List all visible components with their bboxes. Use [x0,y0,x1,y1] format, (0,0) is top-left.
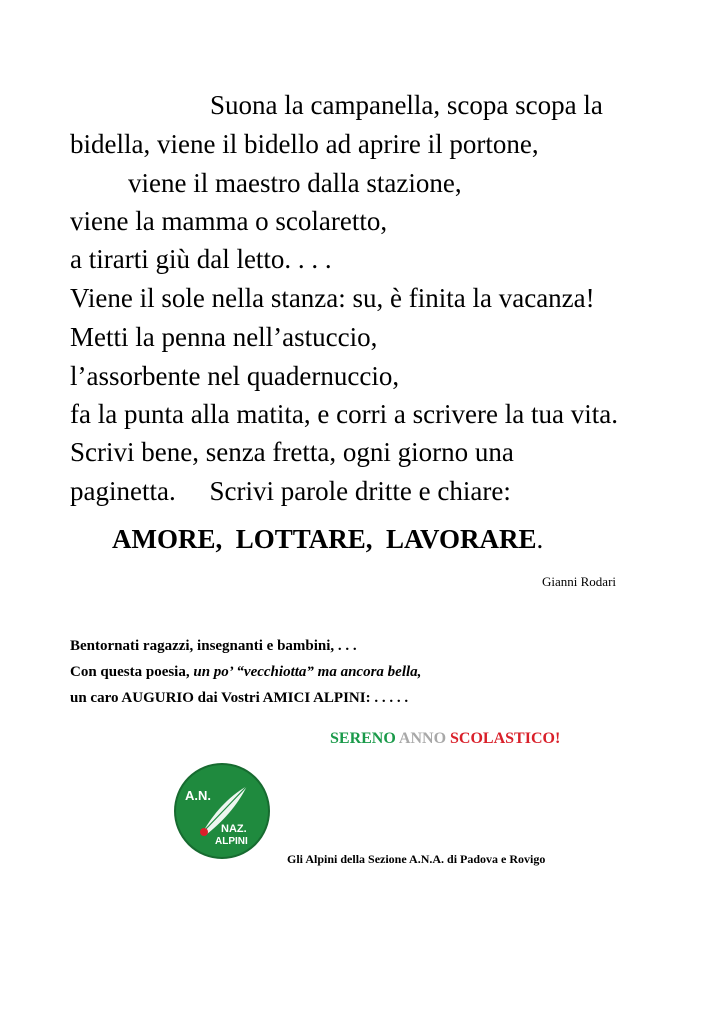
alpini-logo-icon [173,762,271,860]
closing-words-text: AMORE, LOTTARE, LAVORARE [112,524,537,554]
poem-line: fa la punta alla matita, e corri a scrivere la tua vita. [70,399,618,429]
poem-line: a tirarti giù dal letto. . . . [70,244,332,274]
message-line-2 [70,664,421,681]
poem-line: Viene il sole nella stanza: su, è finita la vacanza! [70,283,595,313]
wish-line [330,730,560,748]
closing-words [112,524,543,555]
poem-line: paginetta. Scrivi parole dritte e chiare: [70,476,511,506]
wish-word-anno: ANNO [398,730,447,747]
poem-line: Scrivi bene, senza fretta, ogni giorno una [70,437,514,467]
message-line-2-italic: un po’ “vecchiotta” ma ancora bella, [193,664,422,680]
wish-word-sereno: SERENO [330,730,396,747]
message-line-3: un caro AUGURIO dai Vostri AMICI ALPINI: . . . . . [70,690,409,706]
alpini-logo-graphic [173,762,271,860]
closing-period: . [536,524,544,554]
poem-line: l’assorbente nel quadernuccio, [70,361,400,391]
svg-text:ALPINI: ALPINI [215,836,248,847]
poem-line: bidella, viene il bidello ad aprire il portone, [70,129,539,159]
poem-line: viene il maestro dalla stazione, [128,168,462,198]
svg-text:NAZ.: NAZ. [221,823,247,835]
svg-text:A.N.: A.N. [185,788,211,803]
poem-line: viene la mamma o scolaretto, [70,206,388,236]
wish-word-scolastico: SCOLASTICO! [450,730,561,747]
poem-line: Metti la penna nell’astuccio, [70,322,378,352]
poem-line: Suona la campanella, scopa scopa la [210,90,603,120]
message-line-1: Bentornati ragazzi, insegnanti e bambini, . . . [70,638,357,654]
author: Gianni Rodari [542,574,617,589]
footer-text: Gli Alpini della Sezione A.N.A. di Padova e Rovigo [287,852,546,866]
message-line-2-text: Con questa poesia, [70,664,194,680]
